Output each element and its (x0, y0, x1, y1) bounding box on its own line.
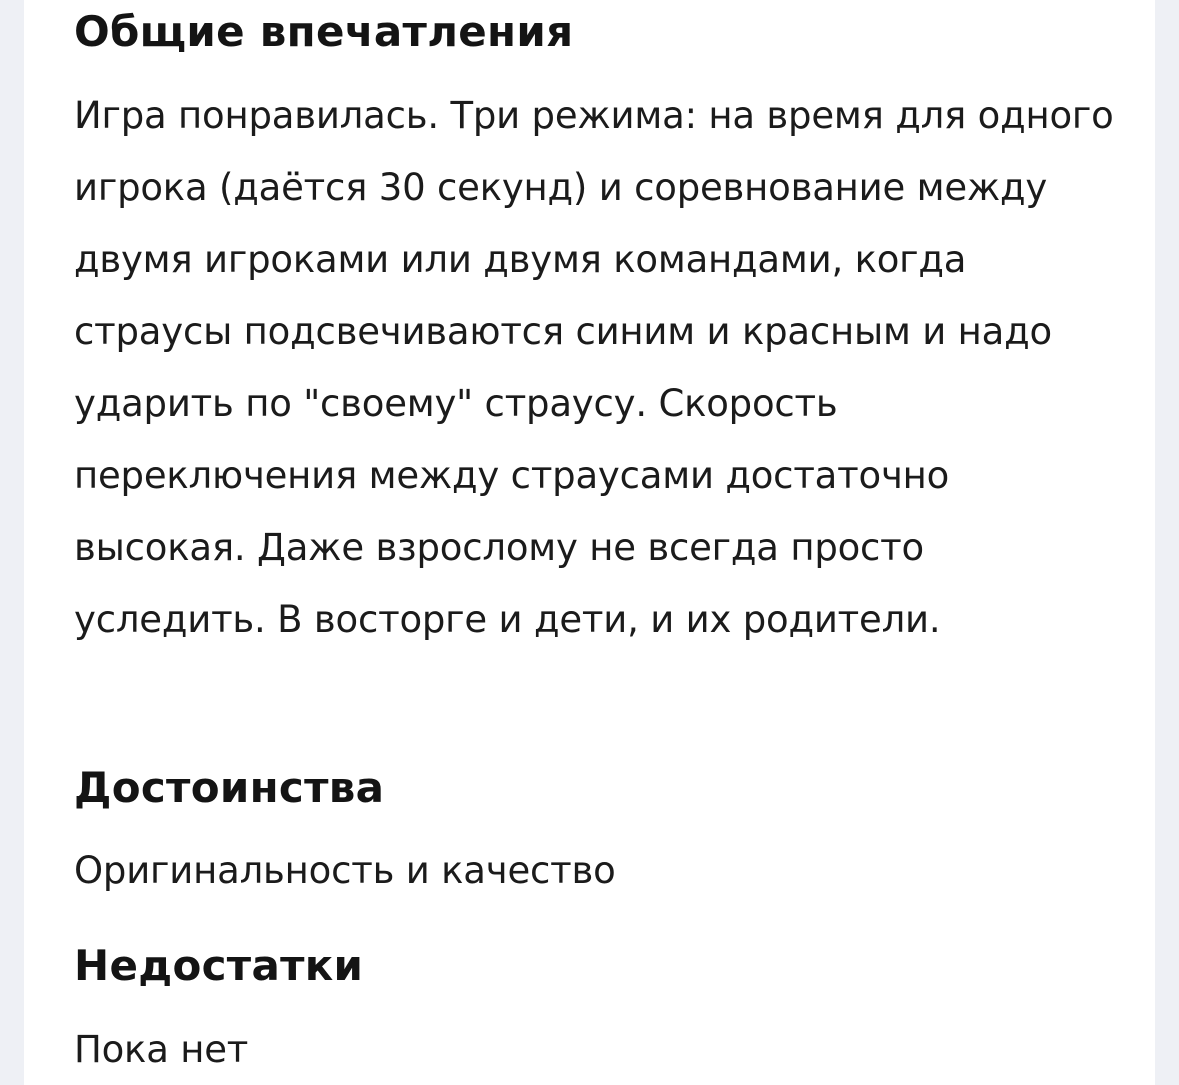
cons-text: Пока нет (74, 1028, 249, 1071)
review-card (24, 0, 1155, 1085)
pros-text: Оригинальность и качество (74, 849, 616, 892)
cons-heading: Недостатки (74, 941, 364, 990)
impressions-text: Игра понравилась. Три режима: на время для одного игрока (даётся 30 секунд) и соревнование между двумя игроками или двумя командами, когда страусы подсвечиваются синим и красным и надо ударить по "своему" страусу. Скорость переключения между страусами достаточно высокая. Даже взрослому не всегда просто уследить. В восторге и дети, и их родители. (74, 94, 1114, 641)
pros-heading: Достоинства (74, 763, 385, 812)
impressions-heading: Общие впечатления (74, 7, 574, 56)
